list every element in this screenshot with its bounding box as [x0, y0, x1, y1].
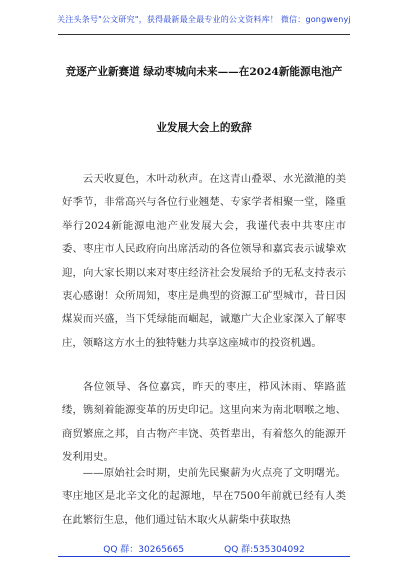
body-paragraph: ——原始社会时期，史前先民聚薪为火点亮了文明曙光。枣庄地区是北辛文化的起源地，早在7500年前就已经有人类在此繁衍生息，他们通过钻木取火从薪柴中获取热 — [62, 467, 346, 526]
footer-qq-group-2: QQ 群:535304092 — [224, 545, 305, 555]
footer-contact — [0, 542, 408, 555]
body-paragraph: 各位领导、各位嘉宾，昨天的枣庄，栉风沐雨、筚路蓝缕，镌刻着能源变革的历史印记。这里向来为南北咽喉之地、商贸繁庶之邦，自古物产丰饶、英哲辈出，有着悠久的能源开发利用史。 — [62, 381, 346, 464]
document-title-line2: 业发展大会上的致辞 — [156, 122, 252, 134]
body-paragraph: 云天收夏色，木叶动秋声。在这青山叠翠、水光潋滟的美好季节，非常高兴与各位行业翘楚、专家学者相聚一堂，隆重举行2024新能源电池产业发展大会，我谨代表中共枣庄市委、枣庄市人民政府向出席活动的各位领导和嘉宾表示诚挚欢迎，向大家长期以来对枣庄经济社会发展给予的无私支持表示衷心感谢！众所周知，枣庄是典型的资源工矿型城市，昔日因煤炭而兴盛，当下凭绿能而崛起，诚邀广大企业家深入了解枣庄，领略这方水土的独特魅力共享这座城市的投资机遇。 — [62, 173, 346, 349]
header-notice: 关注头条号"公文研究"，获得最新最全最专业的公文资料库！ 微信：gongwenyj — [57, 15, 351, 24]
footer-qq-group-1: QQ 群：30265665 — [103, 545, 185, 555]
header-divider — [58, 34, 350, 35]
document-title-line1: 竞逐产业新赛道 绿动枣城向未来——在2024新能源电池产 — [65, 66, 343, 78]
footer-divider — [58, 556, 350, 557]
